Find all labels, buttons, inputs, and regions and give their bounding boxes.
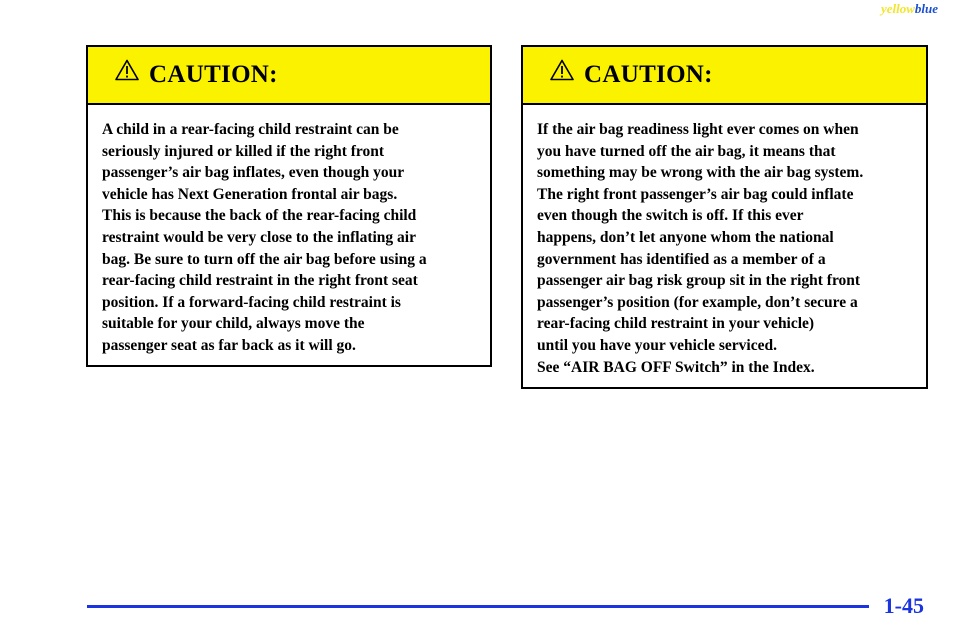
caution-box-right (521, 45, 928, 389)
caution-line: even though the switch is off. If this ever (537, 207, 804, 225)
blue-mark: blue (914, 1, 938, 16)
caution-header (88, 47, 490, 105)
caution-line: restraint would be very close to the inflating air (102, 228, 416, 246)
caution-text (88, 105, 490, 357)
caution-line: suitable for your child, always move the (102, 315, 365, 333)
print-color-marks (881, 1, 938, 17)
caution-line: government has identified as a member of a (537, 250, 826, 268)
warning-triangle-icon (550, 59, 574, 81)
caution-line: If the air bag readiness light ever comes on when (537, 121, 859, 138)
caution-line: The right front passenger’s air bag could inflate (537, 185, 854, 203)
caution-line: See “AIR BAG OFF Switch” in the Index. (537, 358, 815, 376)
footer-rule (87, 605, 869, 608)
caution-line: seriously injured or killed if the right front (102, 142, 385, 160)
yellow-mark: yellow (880, 1, 915, 16)
caution-line: rear-facing child restraint in the right front seat (102, 272, 418, 290)
caution-line: vehicle has Next Generation frontal air bags. (102, 185, 398, 203)
caution-line: happens, don’t let anyone whom the national (537, 228, 834, 246)
caution-title: CAUTION: (584, 61, 713, 88)
caution-line: rear-facing child restraint in your vehicle) (537, 315, 815, 333)
caution-box-left (86, 45, 492, 367)
caution-line: passenger’s position (for example, don’t secure a (537, 293, 858, 311)
caution-line: you have turned off the air bag, it means that (537, 142, 836, 160)
caution-line: A child in a rear-facing child restraint can be (102, 121, 399, 138)
caution-line: This is because the back of the rear-facing child (102, 207, 417, 225)
caution-line: until you have your vehicle serviced. (537, 336, 777, 354)
caution-title: CAUTION: (149, 61, 278, 88)
caution-line: passenger air bag risk group sit in the right front (537, 272, 861, 290)
caution-line: position. If a forward-facing child restraint is (102, 293, 401, 311)
caution-line: something may be wrong with the air bag system. (537, 164, 864, 182)
caution-text (523, 105, 926, 378)
caution-line: passenger seat as far back as it will go. (102, 336, 356, 354)
caution-line: passenger’s air bag inflates, even though your (102, 164, 405, 182)
caution-line: bag. Be sure to turn off the air bag before using a (102, 250, 427, 268)
warning-triangle-icon (115, 59, 139, 81)
caution-header (523, 47, 926, 105)
page-number: 1-45 (883, 593, 924, 618)
